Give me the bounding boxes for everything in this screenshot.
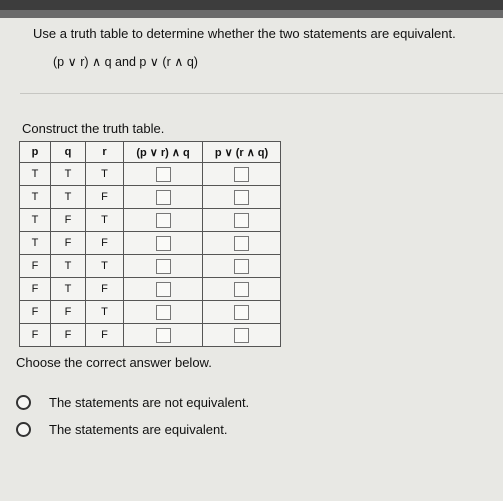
cell-statement-2 [203, 209, 281, 232]
cell-r: T [86, 209, 124, 232]
cell-statement-1 [124, 255, 203, 278]
cell-statement-1 [124, 278, 203, 301]
cell-p: T [20, 209, 51, 232]
radio-button[interactable] [16, 422, 31, 437]
cell-q: T [51, 163, 86, 186]
section-divider [20, 93, 503, 94]
top-header-bar [0, 0, 503, 10]
table-row [20, 278, 281, 301]
cell-statement-2 [203, 163, 281, 186]
cell-p: T [20, 163, 51, 186]
cell-r: T [86, 301, 124, 324]
cell-q: F [51, 324, 86, 347]
table-row [20, 232, 281, 255]
cell-r: F [86, 232, 124, 255]
top-subheader-bar [0, 10, 503, 18]
cell-statement-2 [203, 324, 281, 347]
answer-input-box[interactable] [234, 282, 249, 297]
cell-r: F [86, 324, 124, 347]
answer-input-box[interactable] [156, 305, 171, 320]
answer-input-box[interactable] [156, 236, 171, 251]
table-row [20, 163, 281, 186]
table-prompt: Construct the truth table. [22, 121, 165, 136]
option-label: The statements are not equivalent. [49, 394, 250, 410]
cell-r: F [86, 278, 124, 301]
option-label: The statements are equivalent. [49, 421, 228, 437]
cell-r: F [86, 186, 124, 209]
answer-input-box[interactable] [234, 259, 249, 274]
cell-statement-1 [124, 163, 203, 186]
answer-input-box[interactable] [234, 236, 249, 251]
table-row [20, 301, 281, 324]
cell-statement-1 [124, 324, 203, 347]
cell-p: T [20, 186, 51, 209]
answer-input-box[interactable] [234, 190, 249, 205]
header-r: r [86, 142, 124, 163]
answer-input-box[interactable] [156, 259, 171, 274]
answer-input-box[interactable] [156, 190, 171, 205]
cell-statement-2 [203, 301, 281, 324]
question-statements: (p ∨ r) ∧ q and p ∨ (r ∧ q) [53, 55, 198, 69]
cell-statement-2 [203, 278, 281, 301]
answer-input-box[interactable] [156, 282, 171, 297]
cell-p: F [20, 324, 51, 347]
answer-input-box[interactable] [234, 213, 249, 228]
answer-input-box[interactable] [234, 305, 249, 320]
cell-statement-1 [124, 301, 203, 324]
table-row [20, 186, 281, 209]
cell-q: T [51, 186, 86, 209]
cell-p: F [20, 301, 51, 324]
cell-r: T [86, 255, 124, 278]
cell-r: T [86, 163, 124, 186]
cell-statement-2 [203, 186, 281, 209]
cell-q: F [51, 301, 86, 324]
cell-statement-1 [124, 209, 203, 232]
cell-p: F [20, 278, 51, 301]
answer-prompt: Choose the correct answer below. [16, 355, 212, 370]
table-row [20, 209, 281, 232]
answer-input-box[interactable] [156, 167, 171, 182]
cell-p: F [20, 255, 51, 278]
table-header-row [20, 142, 281, 163]
answer-input-box[interactable] [234, 167, 249, 182]
header-statement-2: p ∨ (r ∧ q) [203, 142, 281, 163]
answer-input-box[interactable] [234, 328, 249, 343]
cell-p: T [20, 232, 51, 255]
option-equivalent[interactable] [16, 420, 228, 438]
truth-table [19, 141, 281, 347]
answer-input-box[interactable] [156, 328, 171, 343]
cell-statement-1 [124, 232, 203, 255]
cell-q: F [51, 209, 86, 232]
answer-input-box[interactable] [156, 213, 171, 228]
cell-statement-2 [203, 232, 281, 255]
table-row [20, 324, 281, 347]
cell-q: F [51, 232, 86, 255]
question-instruction: Use a truth table to determine whether the two statements are equivalent. [33, 26, 456, 41]
option-not-equivalent[interactable] [16, 393, 249, 411]
cell-statement-2 [203, 255, 281, 278]
radio-button[interactable] [16, 395, 31, 410]
header-statement-1: (p ∨ r) ∧ q [124, 142, 203, 163]
cell-q: T [51, 255, 86, 278]
header-p: p [20, 142, 51, 163]
table-row [20, 255, 281, 278]
header-q: q [51, 142, 86, 163]
cell-statement-1 [124, 186, 203, 209]
cell-q: T [51, 278, 86, 301]
